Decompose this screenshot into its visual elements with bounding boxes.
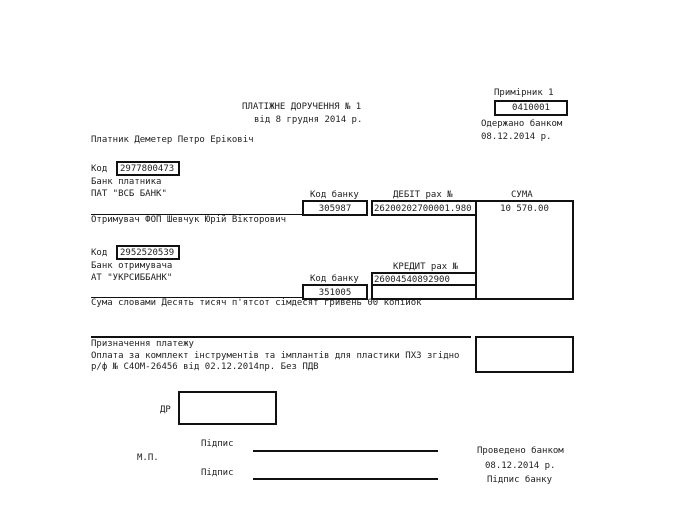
purpose-line-1: Оплата за комплект інструментів та імплантів для пластики ПХЗ згідно: [91, 351, 460, 361]
recipient-bank-code-label: Код банку: [310, 274, 359, 284]
signature-line-1: [253, 450, 438, 452]
recipient-line: Отримувач ФОП Шевчук Юрій Вікторович: [91, 215, 287, 225]
purpose-label: Призначення платежу: [91, 339, 194, 349]
document-date: від 8 грудня 2014 р.: [254, 115, 363, 125]
purpose-side-box: [475, 336, 574, 373]
signature-label-1: Підпис: [201, 439, 234, 449]
payer-bank-code-box: [302, 200, 368, 216]
processed-date: 08.12.2014 р.: [485, 461, 556, 471]
payer-bank-code: 305987: [318, 204, 352, 214]
payer-bank-name: ПАТ "ВСБ БАНК": [91, 189, 167, 199]
recipient-code-label: Код: [91, 248, 108, 258]
sum-value: 10 570.00: [500, 204, 549, 214]
purpose-line-2: р/ф № С4ОМ-26456 від 02.12.2014пр. Без ПДВ: [91, 362, 319, 372]
sum-label: СУМА: [511, 190, 533, 200]
signature-line-2: [253, 478, 438, 480]
debit-account: 26200202700001.980: [374, 204, 472, 214]
received-label: Одержано банком: [481, 119, 563, 129]
sum-box: [475, 200, 574, 300]
form-code-box: [494, 100, 568, 116]
payer-bank-label: Банк платника: [91, 177, 162, 187]
recipient-code: 2952520539: [120, 248, 175, 258]
recipient-bank-code: 351005: [318, 288, 352, 298]
signature-label-2: Підпис: [201, 468, 234, 478]
processed-label: Проведено банком: [477, 446, 564, 456]
recipient-code-box: [116, 245, 180, 260]
form-code: 0410001: [512, 103, 550, 113]
bank-signature-label: Підпис банку: [487, 475, 553, 485]
dr-label: ДР: [160, 405, 171, 415]
credit-account-label: КРЕДИТ рах №: [393, 262, 459, 272]
credit-account: 26004540892900: [374, 275, 450, 285]
payer-code: 2977800473: [120, 164, 175, 174]
payer-code-label: Код: [91, 164, 108, 174]
debit-account-box: [371, 200, 477, 216]
payer-code-box: [116, 161, 180, 176]
payer-line: Платник Деметер Петро Еріковiч: [91, 135, 254, 145]
recipient-bank-label: Банк отримувача: [91, 261, 173, 271]
recipient-bank-name: АТ "УКРСИББАНК": [91, 273, 173, 283]
sample-label: Примірник 1: [494, 88, 554, 98]
document-title: ПЛАТІЖНЕ ДОРУЧЕННЯ № 1: [242, 102, 362, 112]
purpose-top-line: [91, 336, 471, 338]
dr-box: [178, 391, 277, 425]
mp-label: М.П.: [137, 453, 159, 463]
payer-bank-code-label: Код банку: [310, 190, 359, 200]
sum-in-words: Сума словами Десять тисяч п'ятсот сімдесят гривень 00 копійок: [91, 298, 422, 308]
received-date: 08.12.2014 р.: [481, 132, 552, 142]
debit-account-label: ДЕБІТ рах №: [393, 190, 453, 200]
